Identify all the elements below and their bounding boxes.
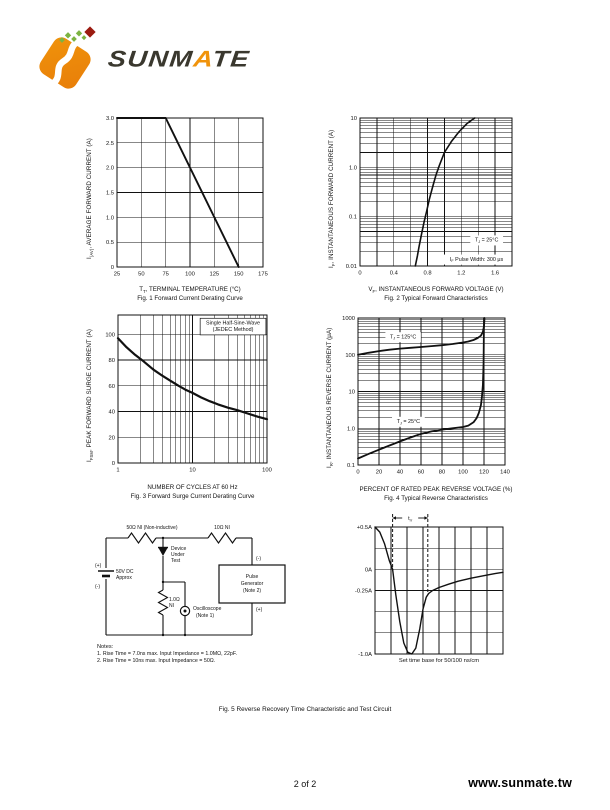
fig2-forward-characteristics-chart [338, 110, 526, 284]
circuit-label-plus-right: (+) [256, 607, 263, 613]
fig5-test-circuit-diagram [95, 518, 305, 648]
svg-text:1.5: 1.5 [105, 190, 114, 197]
svg-text:75: 75 [162, 271, 169, 278]
svg-text:10: 10 [348, 389, 355, 396]
svg-text:0.5: 0.5 [105, 240, 114, 247]
svg-text:1.0: 1.0 [346, 426, 355, 433]
svg-text:120: 120 [479, 469, 489, 476]
svg-text:150: 150 [233, 271, 244, 278]
svg-text:1000: 1000 [342, 316, 355, 322]
notes-title: Notes: [97, 644, 114, 650]
svg-text:0.8: 0.8 [423, 270, 432, 277]
circuit-label-r10: 10Ω NI [214, 525, 230, 531]
svg-text:1.0: 1.0 [105, 215, 114, 222]
fig3-surge-derating-chart [98, 307, 281, 481]
fig4-y-axis-title: $I_R$, INSTANTANEOUS REVERSE CURRENT (μA) [326, 327, 335, 468]
svg-text:1.6: 1.6 [491, 270, 500, 277]
svg-text:1.0: 1.0 [348, 165, 357, 172]
diode-device-under-test [158, 548, 168, 557]
circuit-label-scope-2: (Note 1) [196, 613, 215, 619]
fig2-caption: Fig. 2 Typical Forward Characteristics [384, 295, 488, 302]
fig3-y-axis-title: $I_{FSM}$, PEAK FORWARD SURGE CURRENT (A) [86, 328, 95, 462]
svg-text:100: 100 [105, 332, 115, 339]
svg-text:80: 80 [108, 358, 115, 365]
waveform-caption: Set time base for 50/100 ns/cm [398, 658, 480, 664]
circuit-label-pulse-2: Generator [240, 581, 264, 587]
svg-text:2.5: 2.5 [105, 140, 114, 147]
svg-text:-0.25A: -0.25A [354, 588, 372, 595]
fig5-recovery-waveform-chart [338, 506, 517, 672]
svg-text:20: 20 [375, 469, 383, 476]
svg-text:0: 0 [110, 265, 114, 271]
svg-text:0.4: 0.4 [389, 270, 398, 277]
svg-text:100: 100 [262, 467, 272, 474]
circuit-label-sense-2: NI [169, 603, 174, 609]
fig4-reverse-characteristics-chart [336, 310, 519, 483]
svg-text:100: 100 [458, 469, 468, 476]
svg-text:100: 100 [185, 271, 195, 278]
circuit-label-pulse-1: Pulse [245, 574, 259, 580]
website-url: www.sunmate.tw [468, 776, 572, 790]
fig3-x-axis-title: NUMBER OF CYCLES AT 60 Hz [147, 484, 238, 491]
svg-text:0: 0 [358, 270, 362, 277]
svg-text:(JEDEC Method): (JEDEC Method) [212, 327, 254, 334]
svg-text:40: 40 [108, 409, 115, 416]
resistor-10ohm [208, 533, 236, 543]
svg-text:20: 20 [108, 435, 115, 442]
brand-logo [38, 26, 250, 92]
svg-text:125: 125 [209, 271, 220, 278]
svg-text:50: 50 [138, 271, 145, 278]
circuit-label-minus-left: (-) [95, 584, 100, 590]
svg-text:1: 1 [116, 467, 120, 474]
svg-text:TJ = 25°C: $T_J = 25^\circ C$ [474, 237, 499, 244]
svg-text:40: 40 [396, 469, 404, 476]
fig4-x-axis-title: PERCENT OF RATED PEAK REVERSE VOLTAGE (%) [359, 486, 513, 493]
circuit-label-sense-1: 1.0Ω [169, 597, 180, 603]
svg-text:175: 175 [258, 271, 268, 278]
page-number: 2 of 2 [293, 779, 317, 789]
battery-symbol [98, 571, 114, 576]
circuit-label-dut-3: Test [171, 558, 181, 564]
circuit-label-pulse-3: (Note 2) [242, 588, 262, 594]
svg-text:3.0: 3.0 [105, 116, 114, 122]
circuit-label-source-1: 50V DC [116, 569, 134, 575]
circuit-label-r50: 50Ω NI (Non-inductive) [126, 525, 178, 531]
svg-text:trr: $t_{rr}$ [408, 516, 413, 523]
sunmate-logo-icon [38, 26, 100, 92]
logo-red-diamond [84, 26, 95, 37]
resistor-50ohm [128, 533, 156, 543]
svg-text:0.1: 0.1 [348, 214, 357, 221]
svg-text:2.0: 2.0 [105, 165, 114, 172]
fig2-y-axis-title: $I_F$, INSTANTANEOUS FORWARD CURRENT (A) [328, 129, 337, 269]
svg-text:-1.0A: -1.0A [358, 652, 372, 658]
wordmark-accent: A [192, 45, 214, 72]
svg-text:+0.5A: +0.5A [356, 525, 372, 531]
circuit-label-dut-2: Under [171, 552, 185, 558]
circuit-notes [97, 644, 237, 664]
fig1-caption: Fig. 1 Forward Current Derating Curve [137, 295, 243, 302]
svg-text:60: 60 [417, 469, 425, 476]
svg-text:0.01: 0.01 [345, 264, 357, 270]
svg-text:0A: 0A [364, 567, 372, 574]
svg-text:100: 100 [345, 352, 355, 359]
fig1-derating-chart [97, 110, 277, 285]
resistor-1ohm [159, 590, 168, 615]
svg-text:IF Pulse Width: 300 μs: $I_F$ Pulse Width: 300 μs [449, 256, 504, 264]
svg-text:10: 10 [350, 116, 357, 122]
circuit-label-minus-right: (-) [256, 556, 261, 562]
svg-text:TJ = 25°C: $T_J = 25^\circ C$ [396, 418, 421, 426]
svg-text:0: 0 [356, 469, 360, 476]
svg-text:Single Half-Sine-Wave: Single Half-Sine-Wave [206, 320, 261, 327]
fig4-caption: Fig. 4 Typical Reverse Characteristics [384, 495, 488, 502]
svg-text:140: 140 [500, 469, 510, 476]
svg-text:80: 80 [438, 469, 446, 476]
fig5-caption: Fig. 5 Reverse Recovery Time Characteristic and Test Circuit [218, 706, 392, 713]
fig3-caption: Fig. 3 Forward Surge Current Derating Curve [130, 493, 255, 500]
fig1-x-axis-title: $T_T$, TERMINAL TEMPERATURE (°C) [139, 286, 241, 295]
svg-text:0.1: 0.1 [346, 463, 355, 469]
circuit-label-plus-left: (+) [95, 563, 102, 569]
circuit-label-dut-1: Device [171, 546, 187, 552]
wordmark-post: TE [211, 45, 252, 72]
circuit-label-scope-1: Oscilloscope [193, 606, 222, 612]
svg-text:0: 0 [111, 461, 115, 467]
fig1-y-axis-title: $I_{(AV)}$, AVERAGE FORWARD CURRENT (A) [86, 138, 95, 259]
note-line: 2. Rise Time = 10ns max. Input Impedance = 50Ω. [97, 657, 216, 664]
svg-text:25: 25 [113, 271, 121, 278]
oscilloscope-symbol [180, 606, 189, 615]
svg-text:1.2: 1.2 [457, 270, 466, 277]
svg-text:10: 10 [189, 467, 196, 474]
svg-text:TJ = 125°C: $T_J = 125^\circ C$ [389, 334, 417, 341]
brand-wordmark [107, 46, 252, 72]
wordmark-pre: SUNM [106, 45, 195, 72]
circuit-label-source-2: Approx [116, 575, 132, 581]
note-line: 1. Rise Time = 7.0ns max. Input Impedance = 1.0MΩ, 22pF. [97, 650, 237, 657]
fig2-x-axis-title: $V_F$, INSTANTANEOUS FORWARD VOLTAGE (V) [368, 286, 504, 295]
svg-text:60: 60 [108, 383, 115, 390]
